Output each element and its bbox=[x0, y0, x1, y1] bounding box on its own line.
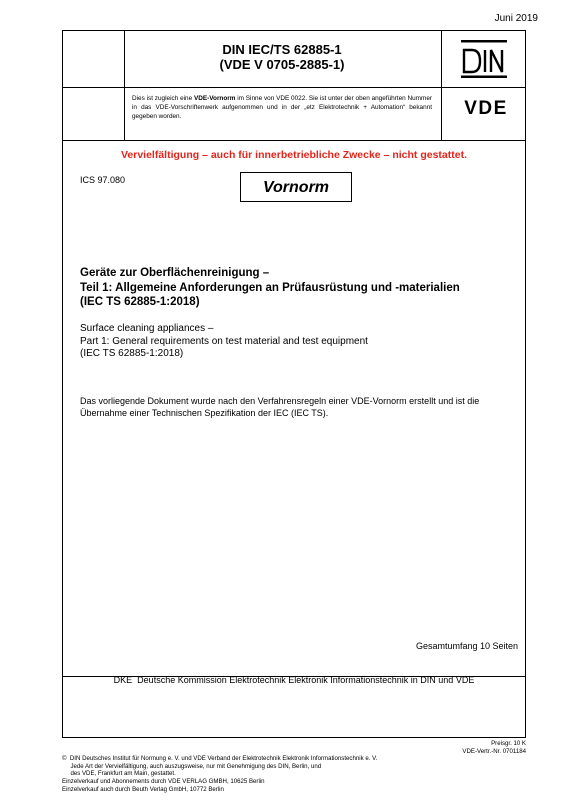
vde-number: (VDE V 0705-2885-1) bbox=[219, 57, 345, 72]
committee-line: DKE Deutsche Kommission Elektrotechnik Elektronik Informationstechnik in DIN und VDE bbox=[113, 675, 475, 685]
ics-code: ICS 97.080 bbox=[80, 175, 126, 185]
vde-note-bold: VDE-Vornorm bbox=[193, 95, 236, 102]
total-pages: Gesamtumfang 10 Seiten bbox=[415, 641, 518, 651]
reproduction-warning: Vervielfältigung – auch für innerbetriebliche Zwecke – nicht gestattet. bbox=[120, 149, 467, 161]
vde-note-rest: im Sinne von VDE 0022. Sie ist unter der oben angeführten Nummer in das VDE-Vorschriftenwerk aufgenommen und in der „etz Elektrotechnik + Automation“ bekannt gegeben worden. bbox=[132, 95, 433, 120]
title-english-line: Part 1: General requirements on test material and test equipment bbox=[80, 335, 368, 347]
document-type-box: Vornorm bbox=[240, 172, 352, 202]
title-german bbox=[80, 266, 520, 310]
title-english-line: Surface cleaning appliances – bbox=[80, 323, 214, 334]
vde-note-prefix: Dies ist zugleich eine bbox=[132, 95, 194, 102]
copyright-block bbox=[62, 740, 422, 801]
price-block bbox=[462, 740, 526, 755]
divider-vde-note bbox=[63, 140, 525, 141]
copyright-line: des VDE, Frankfurt am Main, gestattet. bbox=[62, 770, 176, 778]
title-german-line: Geräte zur Oberflächenreinigung – bbox=[80, 267, 270, 279]
copyright-line: © DIN Deutsches Institut für Normung e. V. und VDE Verband der Elektrotechnik Elektronik Informationstechnik e. V. bbox=[62, 755, 378, 763]
divider-right bbox=[441, 31, 442, 140]
order-number: VDE-Vertr.-Nr. 0701184 bbox=[462, 747, 526, 755]
standard-number: DIN IEC/TS 62885-1 bbox=[222, 42, 342, 57]
document-description: Das vorliegende Dokument wurde nach den Verfahrensregeln einer VDE-Vornorm erstellt und ist die Übernahme einer Technischen Spezifikation der IEC (IEC TS). bbox=[80, 396, 480, 418]
copyright-line: Einzelverkauf auch durch Beuth Verlag GmbH, 10772 Berlin bbox=[62, 785, 224, 793]
copyright-line: Einzelverkauf und Abonnements durch VDE VERLAG GMBH, 10625 Berlin bbox=[62, 777, 265, 785]
standard-number-block bbox=[124, 42, 440, 72]
title-german-line: Teil 1: Allgemeine Anforderungen an Prüfausrüstung und -materialien bbox=[80, 281, 460, 294]
svg-text:VDE: VDE bbox=[464, 98, 508, 116]
vde-note bbox=[132, 94, 432, 121]
title-english bbox=[80, 323, 520, 361]
divider-header bbox=[63, 87, 525, 88]
title-english-line: (IEC TS 62885-1:2018) bbox=[80, 348, 184, 359]
vde-logo bbox=[451, 98, 521, 116]
copyright-line: Jede Art der Vervielfältigung, auch auszugsweise, nur mit Genehmigung des DIN, Berlin, und bbox=[62, 762, 322, 770]
title-german-line: (IEC TS 62885-1:2018) bbox=[80, 296, 200, 308]
publication-date: Juni 2019 bbox=[494, 13, 538, 24]
cover-frame bbox=[62, 30, 526, 738]
din-logo bbox=[458, 38, 510, 80]
price-group: Preisgr. 10 K bbox=[491, 740, 526, 747]
